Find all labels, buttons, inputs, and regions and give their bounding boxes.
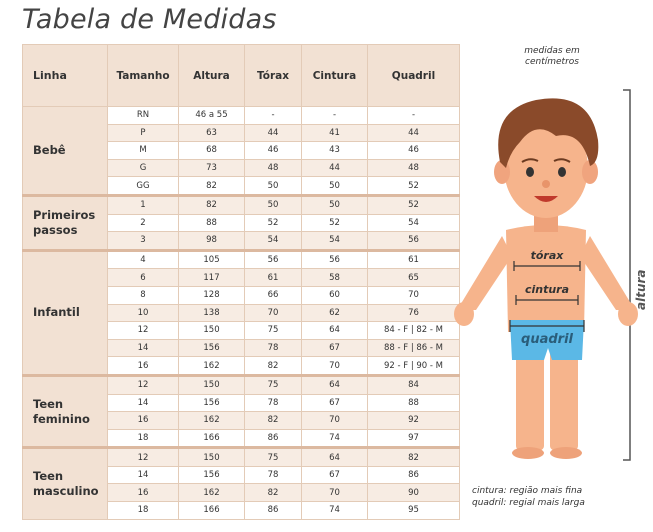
footnote-cintura: cintura: região mais fina [472,486,583,496]
group-label: Bebê [23,107,108,196]
size-table [22,44,460,520]
group-label: Primeiros passos [23,195,108,250]
cell-altura: 150 [179,375,245,394]
cell-torax: 48 [245,159,302,177]
right-arm [580,236,632,310]
cell-quadril: 70 [368,286,460,304]
table-header-row [23,45,460,107]
cell-altura: 105 [179,250,245,269]
cell-torax: 75 [245,322,302,340]
column-header-cintura: Cintura [302,45,368,107]
table-row [23,375,460,394]
cell-cintura: 74 [302,429,368,448]
cintura-label: cintura [524,283,570,296]
child-measurement-illustration [440,70,653,470]
cell-altura: 150 [179,448,245,467]
cell-torax: 82 [245,484,302,502]
table-row [23,195,460,214]
cell-quadril: 65 [368,269,460,287]
nose [542,180,550,188]
cell-altura: 138 [179,304,245,322]
cell-torax: 44 [245,124,302,142]
cell-torax: 78 [245,339,302,357]
cell-cintura: 67 [302,394,368,412]
cell-tamanho: M [108,142,179,160]
cell-torax: 82 [245,412,302,430]
cell-torax: 78 [245,466,302,484]
cell-quadril: 86 [368,466,460,484]
cell-tamanho: 12 [108,375,179,394]
cell-torax: 86 [245,502,302,520]
cell-cintura: 56 [302,250,368,269]
cell-quadril: 95 [368,502,460,520]
cell-cintura: 54 [302,232,368,251]
cell-altura: 162 [179,412,245,430]
group-label: Infantil [23,250,108,375]
cell-torax: 75 [245,448,302,467]
group-label: Teen masculino [23,448,108,519]
cell-quadril: 76 [368,304,460,322]
cell-quadril: 84 - F | 82 - M [368,322,460,340]
cell-quadril: 61 [368,250,460,269]
cell-quadril: 88 [368,394,460,412]
cell-quadril: 52 [368,177,460,196]
cell-quadril: - [368,107,460,125]
cell-altura: 98 [179,232,245,251]
column-header-torax: Tórax [245,45,302,107]
group-label: Teen feminino [23,375,108,447]
cell-tamanho: 16 [108,484,179,502]
table-row [23,250,460,269]
cell-quadril: 44 [368,124,460,142]
altura-label: altura [634,269,648,310]
cell-tamanho: 1 [108,195,179,214]
cell-tamanho: 10 [108,304,179,322]
cell-altura: 150 [179,322,245,340]
right-hand [618,302,638,326]
cell-altura: 162 [179,484,245,502]
cell-tamanho: GG [108,177,179,196]
cell-tamanho: 18 [108,502,179,520]
cell-cintura: 58 [302,269,368,287]
cell-tamanho: 14 [108,394,179,412]
footnote-quadril: quadril: regial mais larga [472,498,585,508]
cell-tamanho: RN [108,107,179,125]
cell-tamanho: 6 [108,269,179,287]
cell-cintura: 52 [302,214,368,232]
left-hand [454,302,474,326]
cell-altura: 166 [179,502,245,520]
cell-tamanho: 3 [108,232,179,251]
cell-quadril: 52 [368,195,460,214]
cell-altura: 63 [179,124,245,142]
cell-altura: 156 [179,394,245,412]
right-eye [558,167,566,177]
cell-quadril: 54 [368,214,460,232]
cell-cintura: 50 [302,177,368,196]
cell-torax: - [245,107,302,125]
cell-cintura: 43 [302,142,368,160]
cell-torax: 70 [245,304,302,322]
column-header-linha: Linha [23,45,108,107]
cell-altura: 73 [179,159,245,177]
cell-quadril: 92 [368,412,460,430]
cell-torax: 50 [245,177,302,196]
units-note: medidas em centímetros [524,46,580,67]
cell-quadril: 46 [368,142,460,160]
cell-tamanho: 4 [108,250,179,269]
torso [506,225,586,332]
cell-tamanho: 14 [108,339,179,357]
cell-cintura: 64 [302,375,368,394]
cell-torax: 66 [245,286,302,304]
cell-quadril: 48 [368,159,460,177]
cell-altura: 82 [179,195,245,214]
left-arm [460,236,512,310]
cell-quadril: 88 - F | 86 - M [368,339,460,357]
cell-tamanho: 2 [108,214,179,232]
cell-quadril: 82 [368,448,460,467]
cell-quadril: 56 [368,232,460,251]
cell-tamanho: P [108,124,179,142]
cell-cintura: 67 [302,466,368,484]
left-eye [526,167,534,177]
cell-quadril: 90 [368,484,460,502]
cell-altura: 88 [179,214,245,232]
cell-quadril: 97 [368,429,460,448]
cell-torax: 54 [245,232,302,251]
cell-altura: 68 [179,142,245,160]
cell-tamanho: 16 [108,357,179,376]
cell-torax: 50 [245,195,302,214]
cell-altura: 128 [179,286,245,304]
cell-torax: 56 [245,250,302,269]
cell-cintura: 70 [302,357,368,376]
table-row [23,107,460,125]
cell-tamanho: 16 [108,412,179,430]
column-header-altura: Altura [179,45,245,107]
cell-cintura: 70 [302,412,368,430]
cell-torax: 46 [245,142,302,160]
height-bracket [623,90,630,460]
cell-altura: 82 [179,177,245,196]
cell-cintura: 44 [302,159,368,177]
table-row [23,448,460,467]
footnotes [472,485,585,509]
cell-torax: 75 [245,375,302,394]
cell-torax: 52 [245,214,302,232]
cell-torax: 78 [245,394,302,412]
page-title: Tabela de Medidas [22,4,277,35]
cell-altura: 46 a 55 [179,107,245,125]
cell-tamanho: G [108,159,179,177]
cell-quadril: 92 - F | 90 - M [368,357,460,376]
column-header-tamanho: Tamanho [108,45,179,107]
cell-tamanho: 18 [108,429,179,448]
cell-cintura: 50 [302,195,368,214]
cell-torax: 61 [245,269,302,287]
cell-tamanho: 14 [108,466,179,484]
cell-tamanho: 12 [108,448,179,467]
cell-cintura: 74 [302,502,368,520]
cell-cintura: - [302,107,368,125]
cell-altura: 162 [179,357,245,376]
right-foot [550,447,582,459]
torax-label: tórax [530,249,564,262]
column-header-quadril: Quadril [368,45,460,107]
cell-cintura: 41 [302,124,368,142]
cell-altura: 156 [179,339,245,357]
cell-torax: 86 [245,429,302,448]
cell-cintura: 67 [302,339,368,357]
cell-altura: 156 [179,466,245,484]
cell-tamanho: 12 [108,322,179,340]
cell-cintura: 64 [302,448,368,467]
cell-cintura: 62 [302,304,368,322]
cell-cintura: 70 [302,484,368,502]
left-foot [512,447,544,459]
cell-quadril: 84 [368,375,460,394]
cell-torax: 82 [245,357,302,376]
cell-altura: 117 [179,269,245,287]
cell-altura: 166 [179,429,245,448]
cell-tamanho: 8 [108,286,179,304]
cell-cintura: 60 [302,286,368,304]
table-body [23,107,460,520]
quadril-label: quadril [521,332,573,347]
cell-cintura: 64 [302,322,368,340]
